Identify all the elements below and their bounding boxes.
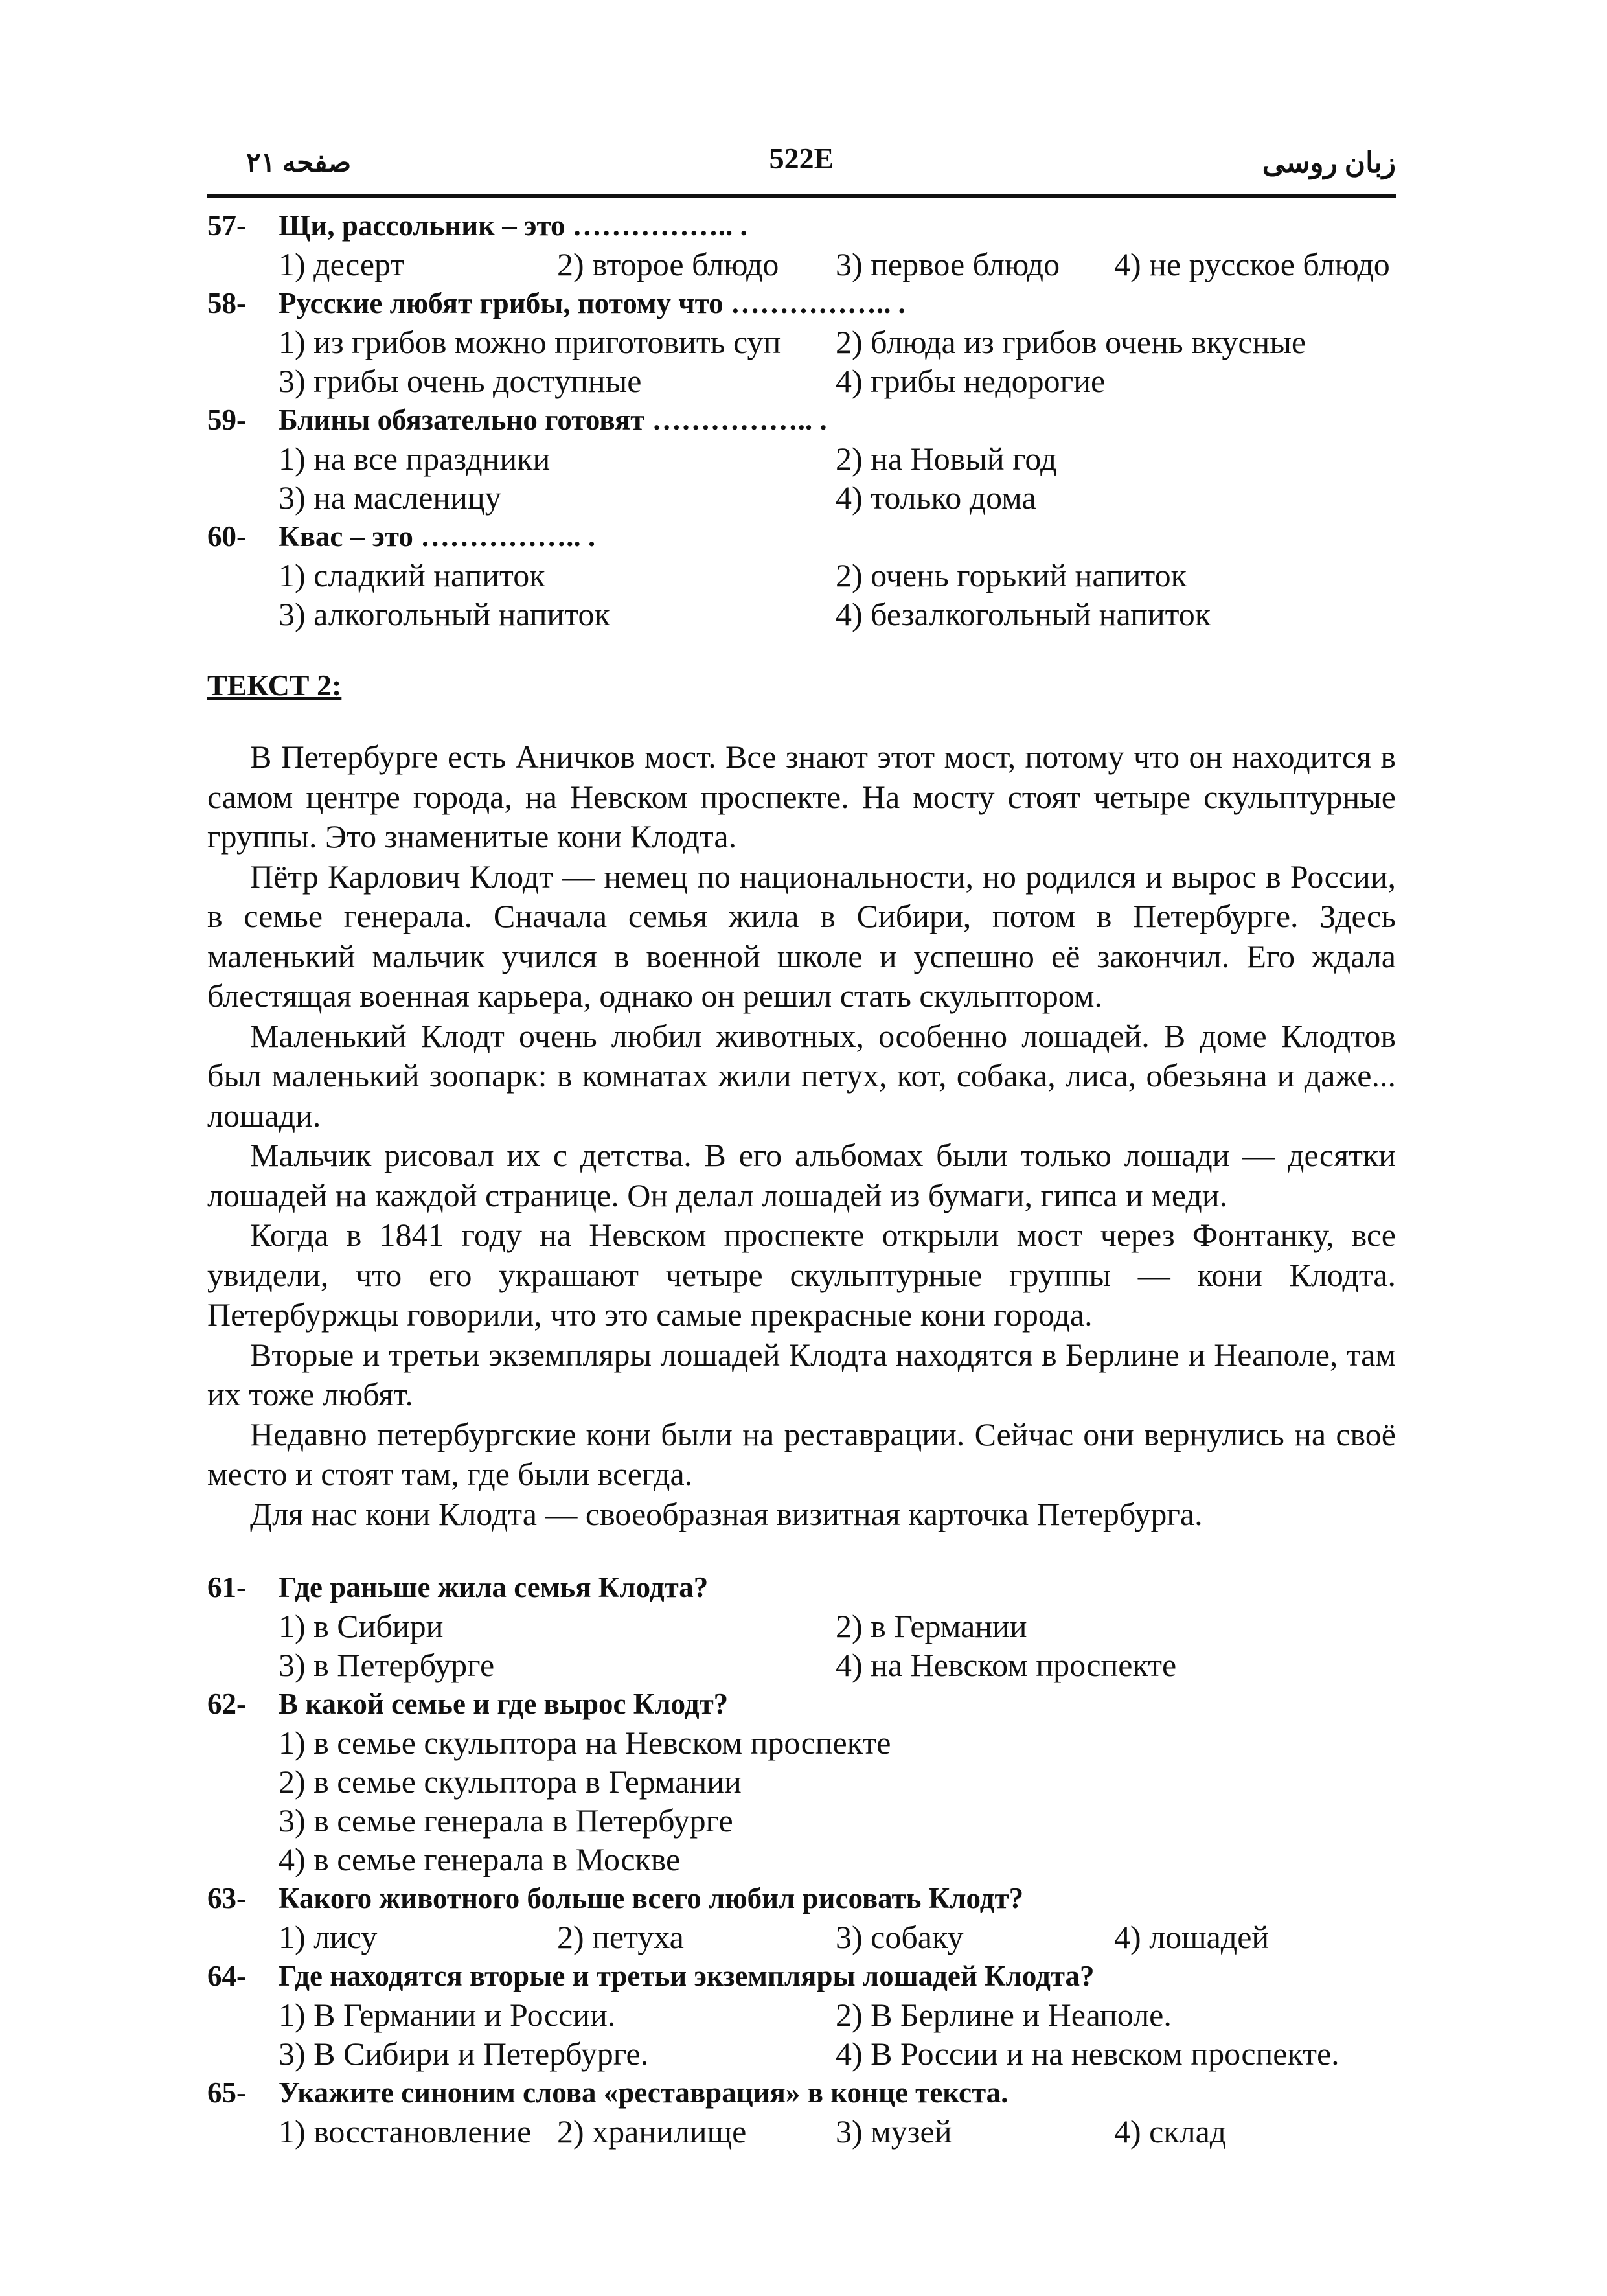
answer-option: 2) петуха <box>557 1919 684 1955</box>
answer-options <box>279 1723 1396 1879</box>
question-58 <box>207 284 1396 400</box>
options-row <box>279 245 1396 284</box>
answer-option: 2) второе блюдо <box>557 246 779 282</box>
answer-option: 2) очень горький напиток <box>836 557 1187 593</box>
question-header <box>207 1684 1396 1723</box>
answer-options <box>279 245 1396 284</box>
answer-option: 1) В Германии и России. <box>279 1997 616 2033</box>
question-header <box>207 2073 1396 2112</box>
question-text: Какого животного больше всего любил рисовать Клодт? <box>279 1882 1024 1914</box>
answer-option: 3) собаку <box>836 1919 964 1955</box>
question-header <box>207 1957 1396 1995</box>
answer-option: 3) грибы очень доступные <box>279 363 642 399</box>
options-row <box>279 556 1396 595</box>
exam-code: 522E <box>769 142 834 175</box>
answer-option: 3) В Сибири и Петербурге. <box>279 2036 649 2072</box>
page-content <box>207 206 1396 2151</box>
question-65 <box>207 2073 1396 2151</box>
question-text: Щи, рассольник – это …………….. . <box>279 209 747 242</box>
answer-options <box>279 2112 1396 2151</box>
question-group-1 <box>207 206 1396 634</box>
options-row <box>279 1801 1396 1840</box>
paragraph: Вторые и третьи экземпляры лошадей Клодта находятся в Берлине и Неаполе, там их тоже любят. <box>207 1336 1396 1412</box>
header-divider <box>207 194 1396 198</box>
answer-option: 1) из грибов можно приготовить суп <box>279 324 781 360</box>
answer-option: 2) в Германии <box>836 1608 1027 1644</box>
options-row <box>279 1723 1396 1762</box>
question-number: 59- <box>207 404 246 436</box>
question-number: 65- <box>207 2076 246 2109</box>
question-header <box>207 284 1396 323</box>
answer-option: 2) хранилище <box>557 2113 747 2150</box>
answer-option: 4) только дома <box>836 479 1036 516</box>
page-header <box>207 141 1396 187</box>
answer-option: 3) музей <box>836 2113 952 2150</box>
answer-option: 1) на все праздники <box>279 441 551 477</box>
question-number: 62- <box>207 1688 246 1720</box>
answer-options <box>279 1995 1396 2073</box>
answer-option: 3) первое блюдо <box>836 246 1060 282</box>
question-59 <box>207 400 1396 517</box>
question-text: Русские любят грибы, потому что …………….. . <box>279 287 906 319</box>
answer-options <box>279 439 1396 517</box>
answer-option: 4) склад <box>1114 2113 1227 2150</box>
paragraph: Недавно петербургские кони были на реставрации. Сейчас они вернулись на своё место и стоят там, где были всегда. <box>207 1416 1396 1492</box>
question-62 <box>207 1684 1396 1879</box>
options-row <box>279 323 1396 362</box>
answer-options <box>279 1918 1396 1957</box>
paragraph: Маленький Клодт очень любил животных, особенно лошадей. В доме Клодтов был маленький зоопарк: в комнатах жили петух, кот, собака, лиса, обезьяна и даже... лошади. <box>207 1017 1396 1134</box>
question-text: В какой семье и где вырос Клодт? <box>279 1688 729 1720</box>
question-64 <box>207 1957 1396 2073</box>
question-text: Блины обязательно готовят …………….. . <box>279 404 827 436</box>
answer-option: 4) не русское блюдо <box>1114 246 1390 282</box>
paragraph: Пётр Карлович Клодт — немец по национальности, но родился и вырос в России, в семье генерала. Сначала семья жила в Сибири, потом в Петербурге. Здесь маленький мальчик учился в военной школе и успешно её закончил. Его ждала блестящая военная карьера, однако он решил стать скульптором. <box>207 858 1396 1014</box>
question-number: 61- <box>207 1571 246 1603</box>
answer-option: 2) В Берлине и Неаполе. <box>836 1997 1172 2033</box>
answer-option: 4) безалкогольный напиток <box>836 596 1211 632</box>
question-text: Квас – это …………….. . <box>279 520 596 553</box>
question-number: 57- <box>207 209 246 242</box>
answer-options <box>279 1607 1396 1684</box>
question-header <box>207 1568 1396 1607</box>
question-61 <box>207 1568 1396 1684</box>
question-text: Где находятся вторые и третьи экземпляры лошадей Клодта? <box>279 1960 1095 1992</box>
answer-option: 4) в семье генерала в Москве <box>279 1841 681 1877</box>
options-row <box>279 1607 1396 1646</box>
question-header <box>207 400 1396 439</box>
answer-option: 2) на Новый год <box>836 441 1057 477</box>
answer-option: 4) В России и на невском проспекте. <box>836 2036 1339 2072</box>
options-row <box>279 362 1396 400</box>
answer-option: 1) десерт <box>279 246 405 282</box>
answer-option: 2) блюда из грибов очень вкусные <box>836 324 1306 360</box>
question-number: 58- <box>207 287 246 319</box>
answer-option: 3) алкогольный напиток <box>279 596 610 632</box>
subject-title: زبان روسی <box>1262 147 1396 179</box>
options-row <box>279 595 1396 634</box>
options-row <box>279 439 1396 478</box>
answer-option: 1) восстановление <box>279 2113 532 2150</box>
answer-option: 1) в Сибири <box>279 1608 444 1644</box>
question-text: Где раньше жила семья Клодта? <box>279 1571 709 1603</box>
options-row <box>279 1762 1396 1801</box>
answer-option: 3) в семье генерала в Петербурге <box>279 1802 733 1839</box>
page-number: صفحه ۲۱ <box>246 148 352 178</box>
question-60 <box>207 517 1396 634</box>
options-row <box>279 1918 1396 1957</box>
section-title: ТЕКСТ 2: <box>207 669 342 702</box>
options-row <box>279 1646 1396 1684</box>
answer-options <box>279 556 1396 634</box>
answer-option: 2) в семье скульптора в Германии <box>279 1763 742 1800</box>
options-row <box>279 478 1396 517</box>
options-row <box>279 1840 1396 1879</box>
options-row <box>279 1995 1396 2034</box>
answer-option: 4) лошадей <box>1114 1919 1270 1955</box>
answer-option: 1) лису <box>279 1919 378 1955</box>
question-header <box>207 206 1396 245</box>
question-63 <box>207 1879 1396 1957</box>
answer-option: 4) на Невском проспекте <box>836 1647 1177 1683</box>
paragraph: Когда в 1841 году на Невском проспекте открыли мост через Фонтанку, все увидели, что его украшают четыре скульптурные группы — кони Клодта. Петербуржцы говорили, что это самые прекрасные кони города. <box>207 1217 1396 1333</box>
question-57 <box>207 206 1396 284</box>
answer-option: 3) на масленицу <box>279 479 501 516</box>
question-header <box>207 1879 1396 1918</box>
options-row <box>279 2112 1396 2151</box>
options-row <box>279 2034 1396 2073</box>
question-number: 63- <box>207 1882 246 1914</box>
paragraph: Для нас кони Клодта — своеобразная визитная карточка Петербурга. <box>250 1495 1203 1532</box>
answer-options <box>279 323 1396 400</box>
answer-option: 1) сладкий напиток <box>279 557 545 593</box>
question-group-2 <box>207 1568 1396 2151</box>
question-header <box>207 517 1396 556</box>
paragraph: В Петербурге есть Аничков мост. Все знают этот мост, потому что он находится в самом центре города, на Невском проспекте. На мосту стоят четыре скульптурные группы. Это знаменитые кони Клодта. <box>207 739 1396 855</box>
reading-text <box>207 737 1396 1534</box>
answer-option: 4) грибы недорогие <box>836 363 1106 399</box>
question-text: Укажите синоним слова «реставрация» в конце текста. <box>279 2076 1009 2109</box>
question-number: 64- <box>207 1960 246 1992</box>
answer-option: 3) в Петербурге <box>279 1647 495 1683</box>
answer-option: 1) в семье скульптора на Невском проспекте <box>279 1725 891 1761</box>
paragraph: Мальчик рисовал их с детства. В его альбомах были только лошади — десятки лошадей на каждой странице. Он делал лошадей из бумаги, гипса и меди. <box>207 1137 1396 1213</box>
question-number: 60- <box>207 520 246 553</box>
